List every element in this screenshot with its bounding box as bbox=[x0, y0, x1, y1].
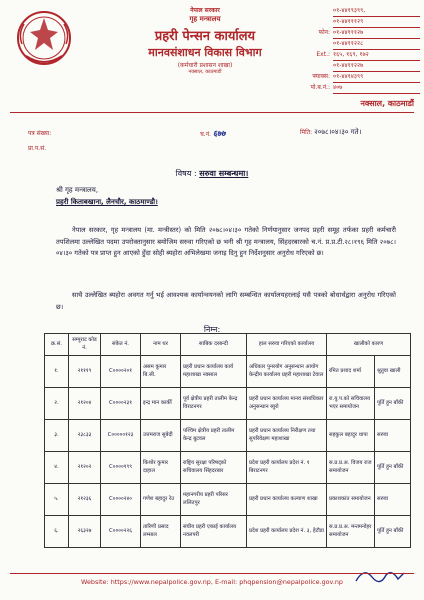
contact-row bbox=[302, 72, 420, 83]
letter-date bbox=[300, 128, 361, 137]
cell-transferred-office: प्रहरी प्रधान कार्यालय मानव संसाधिकार अनुसन्धान ब्युरो bbox=[247, 388, 327, 420]
contact-row bbox=[302, 28, 420, 39]
contact-value: ४०७ bbox=[333, 83, 420, 94]
cell-transferred-office: अधिकार पुनरयोग अनुसन्धान आयोग केन्द्रीय कार्यालय प्रहरी महाशाखा टेवाल bbox=[247, 356, 327, 388]
date-value: २०७८।०४।३० गते। bbox=[314, 128, 362, 136]
body-paragraph-1: नेपाल सरकार, गृह मन्त्रालय (मा. मन्त्रीस्तर) को मिति २०७८।०४।३० गतेको निर्णयानुसार जनपद प्रहरी समूह तर्फका प्रहरी कर्मचारी तपशिलमा उल्लेखित पदमा उपरोक्तानुसार बमोजिम सरुवा गरिएको छ भनी श्री गृह मन्त्रालय, सिंहदरबारको च.नं. प्र.प्र.टी.२८।१९६ मिति २०७८।०४।३० गतेको पत्र प्राप्त हुन आएको हुँदा सोही ब्यहोरा अभिलेखमा जनाइ दिनु हुन निर्देशनुसार अनुरोध गरिएको छ। bbox=[56, 226, 396, 258]
cell-status: सरुवा bbox=[375, 420, 411, 452]
header-serial: क्र.सं. bbox=[45, 334, 69, 356]
contact-label: फोन: bbox=[318, 29, 330, 36]
email-label: E-mail: bbox=[214, 578, 238, 586]
contact-list bbox=[302, 6, 420, 94]
table-row bbox=[45, 516, 411, 548]
contact-value: ०१-४४११२२७ bbox=[333, 61, 420, 72]
cell-serial: ४. bbox=[45, 452, 69, 484]
dispatch-label: च.नं. bbox=[200, 131, 211, 138]
cell-transferred-office: प्रदेश प्रहरी कार्यालय प्रदेश नं. १ बिराटनगर bbox=[247, 452, 327, 484]
header-transferred-office: हाल सरुवा गरिएको कार्यालय bbox=[247, 334, 327, 356]
cell-status: पूर्ति हुन बाँकी bbox=[375, 516, 411, 548]
cell-code: २१२३६ bbox=[69, 484, 101, 516]
contact-row bbox=[302, 17, 420, 28]
contact-value: ०१-४४१९३९९, bbox=[333, 6, 420, 17]
table-row bbox=[45, 420, 411, 452]
email-link[interactable]: phqpension@nepalpolice.gov.np bbox=[239, 578, 343, 586]
header-divider bbox=[10, 112, 414, 113]
department-name: मानवसंशाधन विकास विभाग bbox=[148, 46, 262, 59]
website-label: Website: bbox=[81, 578, 109, 586]
contact-row bbox=[302, 83, 420, 94]
cell-status: पूर्ति हुन बाँकी bbox=[375, 388, 411, 420]
contact-value: १६५, १६९, १७२ bbox=[333, 50, 420, 61]
cell-serial: १. bbox=[45, 356, 69, 388]
contact-row bbox=[302, 61, 420, 72]
office-location-small: नक्साल, काठमाडौं bbox=[188, 69, 222, 75]
cell-code: २१२०४ bbox=[69, 388, 101, 420]
cell-code: २१११९ bbox=[69, 356, 101, 388]
contact-label: पो.ब.नं.: bbox=[310, 84, 330, 91]
header-name: नाम थर bbox=[141, 334, 181, 356]
recipient-line-2: प्रहरी किताबखाना, लैनचौर, काठमाण्डौ। bbox=[56, 198, 158, 206]
cell-status: पूर्ति हुन बाँकी bbox=[375, 452, 411, 484]
contact-label: Ext.: bbox=[316, 51, 330, 58]
header-symbol: संकेत नं. bbox=[101, 334, 141, 356]
cell-name: उत्तमराज सुबेदी bbox=[141, 420, 181, 452]
contact-value: ०१-४४१११२७ bbox=[333, 28, 420, 39]
cell-name: किशोर कुमार दाहाल bbox=[141, 452, 181, 484]
cell-serial: ३. bbox=[45, 420, 69, 452]
cell-name: इन्द्र मान कार्की bbox=[141, 388, 181, 420]
recipient-line-1: श्री गृह मन्त्रालय, bbox=[56, 186, 99, 194]
contact-label bbox=[302, 6, 333, 17]
cell-vacancy-reason: स.प्र.प्र.अ. मन्तमनोहर समायोजन bbox=[327, 516, 375, 548]
office-location: नक्साल, काठमाडौं bbox=[360, 99, 414, 108]
cell-previous-post: प्रहरी प्रधान कार्यालय कार्य महाशाखा नक्साल bbox=[181, 356, 247, 388]
attachment-title: निम्न: bbox=[203, 325, 221, 334]
dispatch-number bbox=[200, 128, 225, 139]
transfer-table bbox=[44, 333, 410, 548]
cell-code: २१२०२ bbox=[69, 452, 101, 484]
date-label: मिति: bbox=[300, 129, 313, 136]
section-name: (कर्मचारी प्रशासन शाखा) bbox=[177, 62, 233, 69]
government-name: नेपाल सरकार bbox=[190, 7, 220, 14]
cell-vacancy-reason: रा.यु.प.को सचिवालय भएर समायोजन bbox=[327, 388, 375, 420]
subject-label: विषय : bbox=[175, 169, 197, 178]
contact-value: ०१-४४११२२८ bbox=[333, 39, 420, 50]
cell-code: २६३२७ bbox=[69, 516, 101, 548]
header-code: सम्पुराट कोड नं. bbox=[69, 334, 101, 356]
contact-label bbox=[302, 61, 333, 72]
cell-previous-post: राष्ट्रिय सुरक्षा परिषद्को सचिवालय सिंहदरबार bbox=[181, 452, 247, 484]
cell-name: असम कुमार बि.सी. bbox=[141, 356, 181, 388]
contact-row bbox=[302, 50, 420, 61]
letterhead bbox=[0, 0, 424, 115]
cell-vacancy-reason: स.प्र.प्र.अ. विजय राज समायोजन bbox=[327, 452, 375, 484]
cell-code: २३८३३ bbox=[69, 420, 101, 452]
recipient-block bbox=[56, 184, 158, 208]
table-row bbox=[45, 484, 411, 516]
footer bbox=[0, 578, 424, 586]
cell-transferred-office: प्रहरी प्रधान कार्यालय कल्याण शाखा bbox=[247, 484, 327, 516]
cell-vacancy-reason: प्रकाशकांत समायोजन bbox=[327, 484, 375, 516]
table-row bbox=[45, 356, 411, 388]
contact-value: ०१-४४१११२९ bbox=[333, 17, 420, 28]
contact-label bbox=[302, 17, 333, 28]
cell-previous-post: पूर्व क्षेत्रीय प्रहरी तालीम केन्द्र विराटनगर bbox=[181, 388, 247, 420]
cell-status: सरुवा bbox=[375, 484, 411, 516]
header-previous-post: साबिक दरबन्दी bbox=[181, 334, 247, 356]
cell-symbol: C००००२४० bbox=[101, 484, 141, 516]
cell-symbol: C००००१९९ bbox=[101, 452, 141, 484]
footer-divider bbox=[10, 573, 414, 574]
cell-symbol: C००००२२६ bbox=[101, 516, 141, 548]
cell-previous-post: संघीय प्रहरी एकाई कार्यालय नवलपरी bbox=[181, 516, 247, 548]
cell-serial: ६. bbox=[45, 516, 69, 548]
organization-block bbox=[120, 6, 290, 75]
header-vacancy-reason: खालीको कारण bbox=[327, 334, 411, 356]
cell-symbol: C००००२०१ bbox=[101, 356, 141, 388]
reference-label: पत्र संख्या: bbox=[28, 130, 52, 137]
contact-value: ०१-४४१४३९९ bbox=[333, 72, 420, 83]
cell-serial: २. bbox=[45, 388, 69, 420]
table-row bbox=[45, 388, 411, 420]
cell-serial: ५. bbox=[45, 484, 69, 516]
cell-previous-post: महानगरीय प्रहरी परिसर ललितपुर bbox=[181, 484, 247, 516]
body-paragraph-2: साथै उल्लेखित ब्यहोरा अवगत गर्नु भई आवश्यक कार्यान्वयनको लागि सम्बन्धित कार्यालयहरलाई यसै पत्रको बोधार्थद्वारा अनुरोध गरिएको छ। bbox=[56, 291, 396, 311]
cell-name: तारिणी प्रसाद लम्साल bbox=[141, 516, 181, 548]
table-row bbox=[45, 452, 411, 484]
dispatch-value: ६७७ bbox=[212, 129, 226, 138]
cell-symbol: C०००००१२३ bbox=[101, 420, 141, 452]
website-link[interactable]: https://www.nepalpolice.gov.np, bbox=[110, 578, 213, 586]
contact-label bbox=[302, 39, 333, 50]
cell-name: गणेश बहादुर रेउ bbox=[141, 484, 181, 516]
copy-label: प्रा.प.सं. bbox=[28, 145, 47, 152]
contact-row bbox=[302, 39, 420, 50]
office-name: प्रहरी पेन्सन कार्यालय bbox=[154, 29, 256, 44]
cell-transferred-office: प्रहरी प्रधान कार्यालय निरीक्षण तथा सुपरिवेक्षण महाशाखा bbox=[247, 420, 327, 452]
cell-status: श्रुतुवा खाली bbox=[375, 356, 411, 388]
nepal-emblem-icon bbox=[14, 6, 74, 70]
contact-label: फ्याक्स: bbox=[312, 73, 330, 80]
cell-vacancy-reason: रमित प्रशाद शर्मा bbox=[327, 356, 375, 388]
cell-vacancy-reason: सहकुल बहादुर थापा bbox=[327, 420, 375, 452]
contact-row bbox=[302, 6, 420, 17]
subject-line bbox=[0, 168, 424, 179]
subject-value: सरुवा सम्बन्धमा। bbox=[199, 169, 249, 178]
cell-symbol: C००००२३१ bbox=[101, 388, 141, 420]
cell-transferred-office: प्रदेश प्रहरी कार्यालय प्रदेश नं. ३, हेटौडा bbox=[247, 516, 327, 548]
cell-previous-post: पश्चिम क्षेत्रीय प्रहरी तालीम केन्द्र बुटवल bbox=[181, 420, 247, 452]
ministry-name: गृह मन्त्रालय bbox=[189, 15, 221, 23]
